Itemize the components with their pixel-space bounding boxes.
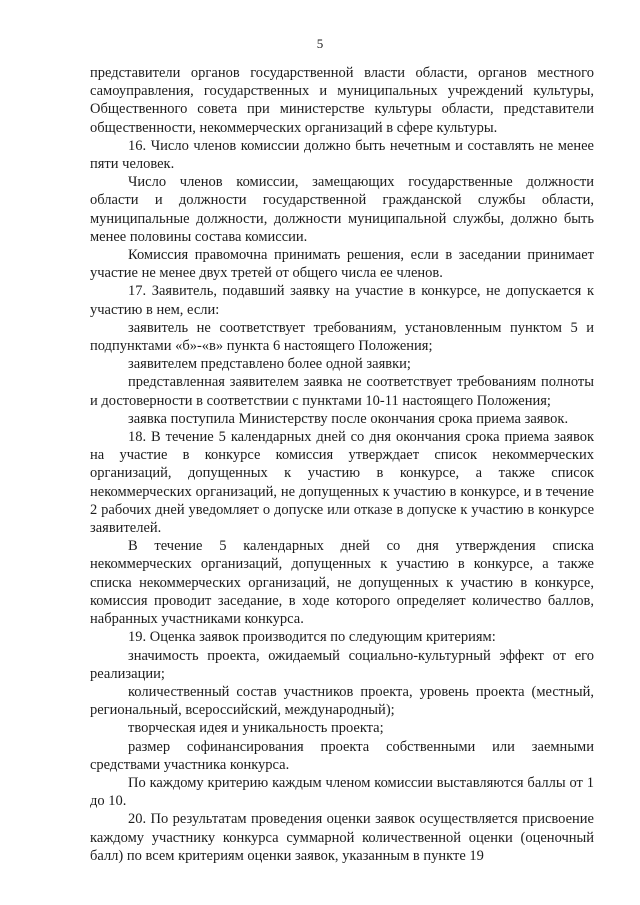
paragraph-criterion-significance: значимость проекта, ожидаемый социально-культурный эффект от его реализации; — [90, 647, 594, 682]
document-body — [90, 64, 594, 865]
paragraph-item-17: 17. Заявитель, подавший заявку на участие в конкурсе, не допускается к участию в нем, если: — [90, 283, 594, 318]
paragraph-criterion-cofinancing: размер софинансирования проекта собственными или заемными средствами участника конкурса. — [90, 738, 594, 773]
paragraph-officials-limit: Число членов комиссии, замещающих государственные должности области и должности государственной гражданской службы области, муниципальные должности, должности муниципальной службы, должно быть менее половины состава комиссии. — [90, 174, 594, 245]
paragraph-quorum: Комиссия правомочна принимать решения, если в заседании принимает участие не менее двух третей от общего числа ее членов. — [90, 247, 594, 282]
paragraph-item-18: 18. В течение 5 календарных дней со дня окончания срока приема заявок на участие в конкурсе комиссия утверждает список некоммерческих организаций, допущенных к участию в конкурсе, а также список некоммерческих организаций, не допущенных к участию в конкурсе, и в течение 2 рабочих дней уведомляет о допуске или отказе в допуске к участию в конкурсе заявителей. — [90, 429, 594, 537]
paragraph-item-19: 19. Оценка заявок производится по следующим критериям: — [128, 629, 496, 646]
paragraph-commission-composition: представители органов государственной власти области, органов местного самоуправления, государственных и муниципальных учреждений культуры, Общественного совета при министерстве культуры области, представители общественности, некоммерческих организаций в сфере культуры. — [90, 65, 594, 136]
paragraph-scoring: По каждому критерию каждым членом комиссии выставляются баллы от 1 до 10. — [90, 774, 594, 810]
paragraph-reason-requirements: заявитель не соответствует требованиям, установленным пунктом 5 и подпунктами «б»-«в» пункта 6 настоящего Положения; — [90, 319, 594, 355]
paragraph-criterion-participants: количественный состав участников проекта, уровень проекта (местный, региональный, всероссийский, международный); — [90, 683, 594, 719]
paragraph-criterion-idea: творческая идея и уникальность проекта; — [128, 720, 384, 737]
paragraph-reason-late: заявка поступила Министерству после окончания срока приема заявок. — [128, 410, 569, 427]
paragraph-meeting: В течение 5 календарных дней со дня утверждения списка некоммерческих организаций, допущенных к участию в конкурсе, а также списка некоммерческих организаций, не допущенных к участию в конкурсе, комиссия проводит заседание, в ходе которого определяет количество баллов, набранных участниками конкурса. — [90, 538, 594, 628]
paragraph-item-16: 16. Число членов комиссии должно быть нечетным и составлять не менее пяти человек. — [90, 137, 594, 173]
page-number: 5 — [316, 36, 324, 51]
paragraph-item-20: 20. По результатам проведения оценки заявок осуществляется присвоение каждому участнику конкурса суммарной количественной оценки (оценочный балл) по всем критериям оценки заявок, указанным в пункте 19 — [90, 811, 594, 864]
paragraph-reason-incomplete: представленная заявителем заявка не соответствует требованиям полноты и достоверности в соответствии с пунктами 10-11 настоящего Положения; — [90, 374, 594, 409]
paragraph-reason-multiple: заявителем представлено более одной заявки; — [128, 356, 411, 373]
